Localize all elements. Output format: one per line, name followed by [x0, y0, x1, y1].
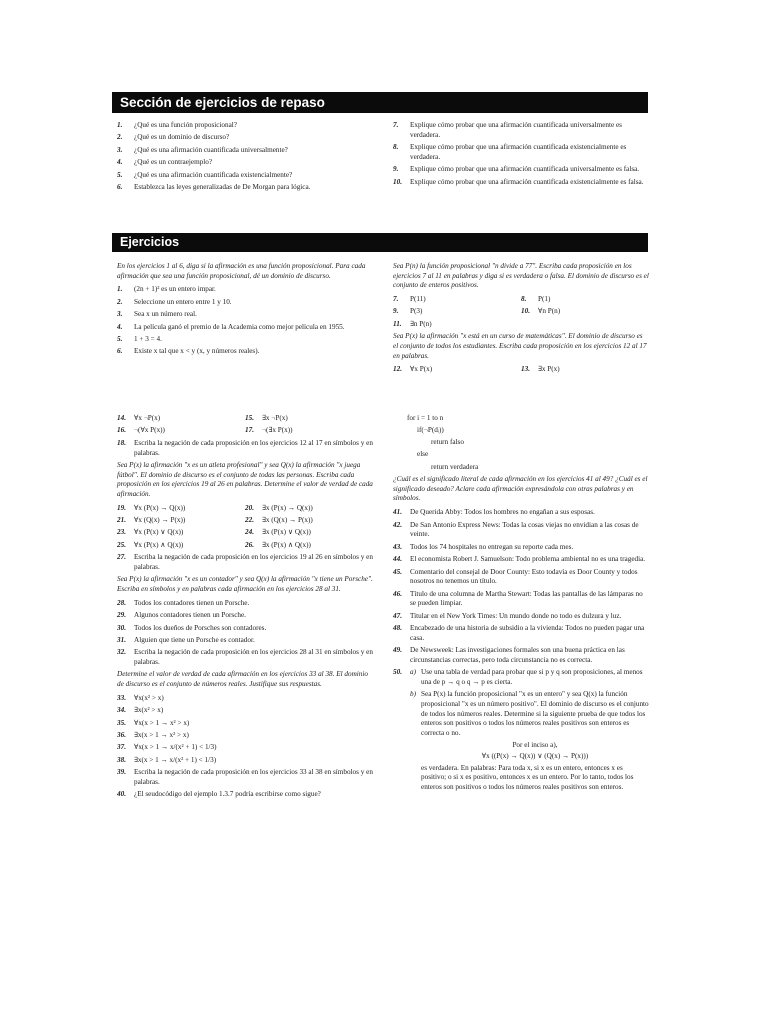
list-item: 48. Encabezado de una historia de subsidio a la vivienda: Todos no pueden pagar una casa. — [393, 624, 645, 642]
list-item: 42. De San Antonio Express News: Todas la cosas viejas no envidian a las cosas de veinte. — [393, 520, 639, 539]
list-item: 19. ∀x (P(x) → Q(x)) 20. ∃x (P(x) → Q(x)) — [117, 503, 313, 512]
exercises-bottom-left — [117, 414, 373, 803]
list-item: 41. De Querida Abby: Todos los hombres no engañan a sus esposas. — [393, 508, 595, 517]
list-item: 2. Seleccione un entero entre 1 y 10. — [117, 297, 232, 306]
list-item: 28. Todos los contadores tienen un Porsche. — [117, 598, 250, 607]
list-item: 7. Explique cómo probar que una afirmación cuantificada universalmente es verdadera. — [393, 121, 622, 139]
list-item: 5. 1 + 3 = 4. — [117, 335, 162, 344]
code-line: return falso — [431, 438, 464, 447]
exercise-50: 50. a) Use una tabla de verdad para probar que si p y q son proposiciones, al menos una de p → q o q → p es cierta. b) Sea P(x) la función proposicional "x es un entero" y sea Q(x) la función proposicional "x es un número positivo". El dominio de discurso es el conjunto de todos los números reales. Determine si la siguiente prueba de que todos los enteros son positivos o todos los números reales positivos son enteros es correcta o no. Por el inciso a), ∀x ((P(x) → Q(x)) ∨ (Q(x) → P(x))) es verdadera. En palabras: Para toda x, si x es un entero, entonces x es positivo; o si x es positivo, entonces x es un entero. Por lo tanto, todos los enteros son positivos o todos los números reales positivos son enteros. — [393, 668, 649, 792]
list-item: 29. Algunos contadores tienen un Porsche. — [117, 611, 246, 620]
list-item: 18. Escriba la negación de cada proposición en los ejercicios 12 al 17 en símbolos y en palabras. — [117, 438, 373, 457]
list-item: 11. ∃n P(n) — [393, 319, 432, 328]
exercises-top-right — [393, 262, 649, 378]
list-item: 39. Escriba la negación de cada proposición en los ejercicios 33 al 38 en símbolos y en palabras. — [117, 768, 373, 786]
list-item: 1. (2n + 1)² es un entero impar. — [117, 285, 216, 294]
list-item: 4. La película ganó el premio de la Academia como mejor película en 1955. — [117, 322, 345, 331]
list-item: 45. Comentario del consejal de Door County: Esto todavía es Door County y todos nosotros no tenemos un título. — [393, 567, 638, 586]
list-item: 23. ∀x (P(x) ∨ Q(x)) 24. ∃x (P(x) ∨ Q(x)) — [117, 528, 311, 537]
code-line: return verdadera — [431, 462, 479, 471]
review-section-header: Sección de ejercicios de repaso — [112, 92, 648, 113]
instructions-text: En los ejercicios 1 al 6, diga si la afirmación es una función proposicional. Para cada afirmación que sea una función proposicional, dé un dominio de discurso. — [117, 262, 366, 280]
math-label: Por el inciso a), — [512, 740, 558, 749]
list-item: 37. ∀x(x > 1 → x/(x² + 1) < 1/3) — [117, 743, 217, 752]
list-item: 2. ¿Qué es un dominio de discurso? — [117, 133, 230, 142]
instructions-text: Sea P(x) la afirmación "x es un atleta profesional" y sea Q(x) la afirmación "x juega fútbol". El dominio de discurso es el conjunto de todas las personas. Escriba cada proposición en los ejercicios 19 al 26 en palabras. Determine el valor de verdad de cada afirmación. — [117, 460, 373, 498]
list-item: 1. ¿Qué es una función proposicional? — [117, 121, 237, 129]
instructions-text: Sea P(n) la función proposicional "n divide a 77". Escriba cada proposición en los ejercicios 7 al 11 en palabras y diga si es verdadera o falsa. El dominio de discurso es el conjunto de enteros positivos. — [393, 262, 649, 290]
review-left-column — [117, 121, 373, 196]
list-item: 49. De Newsweek: Las investigaciones formales son una buena práctica en las circunstancias correctas, pero toda circunstancia no es correcta. — [393, 646, 625, 664]
list-item: 47. Titular en el New York Times: Un mundo donde no todo es dulzura y luz. — [393, 611, 622, 620]
list-item: 25. ∀x (P(x) ∧ Q(x)) 26. ∃x (P(x) ∧ Q(x)) — [117, 540, 311, 549]
pseudocode-block — [407, 414, 649, 472]
list-item: 46. Título de una columna de Martha Stewart: Todas las pantallas de las lámparas no se pueden limpiar. — [393, 589, 643, 608]
list-item: 6. Existe x tal que x < y (x, y números reales). — [117, 347, 260, 356]
code-line: for i = 1 to n — [407, 414, 444, 422]
list-item: 38. ∃x(x > 1 → x/(x² + 1) < 1/3) — [117, 755, 217, 764]
instructions-text: ¿Cuál es el significado literal de cada afirmación en los ejercicios 41 al 49? ¿Cuál es el significado deseado? Aclare cada afirmación expresándola con otras palabras y en símbolos. — [393, 475, 648, 503]
exercises-bottom-right — [393, 414, 649, 798]
list-item: 35. ∀x(x > 1 → x² > x) — [117, 718, 190, 727]
math-formula: ∀x ((P(x) → Q(x)) ∨ (Q(x) → P(x))) — [481, 752, 589, 761]
list-item: 33. ∀x(x² > x) — [117, 693, 164, 702]
code-line: else — [417, 450, 429, 459]
instructions-text: Determine el valor de verdad de cada afirmación en los ejercicios 33 al 38. El dominio de discurso es el conjunto de números reales. Justifique sus respuestas. — [117, 670, 368, 689]
instructions-text: Sea P(x) la afirmación "x está en un curso de matemáticas". El dominio de discurso es el conjunto de todos los estudiantes. Escriba cada proposición en los ejercicios 12 al 17 en palabras. — [393, 332, 647, 360]
list-item: 16. ¬(∀x P(x)) 17. ¬(∃x P(x)) — [117, 426, 293, 435]
list-item: 7. P(11) 8. P(1) — [393, 294, 551, 303]
list-item: 9. Explique cómo probar que una afirmación cuantificada universalmente es falsa. — [393, 165, 640, 174]
list-item: 30. Todos los dueños de Porsches son contadores. — [117, 623, 267, 632]
review-right-column — [393, 121, 649, 190]
list-item: 36. ∃x(x > 1 → x² > x) — [117, 731, 189, 740]
list-item: 27. Escriba la negación de cada proposición en los ejercicios 19 al 26 en símbolos y en palabras. — [117, 553, 373, 571]
list-item: 40. ¿El seudocódigo del ejemplo 1.3.7 podría escribirse como sigue? — [117, 790, 321, 799]
list-item: 3. ¿Qué es una afirmación cuantificada universalmente? — [117, 145, 288, 154]
list-item: 10. Explique cómo probar que una afirmación cuantificada existencialmente es falsa. — [393, 177, 644, 186]
list-item: 14. ∀x ¬P(x) 15. ∃x ¬P(x) — [117, 414, 288, 422]
list-item: 5. ¿Qué es una afirmación cuantificada existencialmente? — [117, 170, 293, 179]
list-item: 44. El economista Robert J. Samuelson: Todo problema ambiental no es una tragedia. — [393, 555, 646, 564]
list-item: 21. ∀x (Q(x) → P(x)) 22. ∃x (Q(x) → P(x)) — [117, 515, 313, 524]
list-item: 9. P(3) 10. ∀n P(n) — [393, 307, 561, 316]
exercises-top-left — [117, 262, 373, 360]
list-item: 31. Alguien que tiene un Porsche es contador. — [117, 635, 255, 644]
list-item: 32. Escriba la negación de cada proposición en los ejercicios 28 al 31 en símbolos y en palabras. — [117, 648, 373, 667]
code-line: if(¬P(dᵢ)) — [417, 426, 444, 435]
list-item: 4. ¿Qué es un contraejemplo? — [117, 158, 213, 167]
list-item: 8. Explique cómo probar que una afirmación cuantificada existencialmente es verdadera. — [393, 143, 627, 161]
list-item: 6. Establezca las leyes generalizadas de De Morgan para lógica. — [117, 183, 311, 192]
instructions-text: Sea P(x) la afirmación "x es un contador" y sea Q(x) la afirmación "x tiene un Porsche". Escriba en símbolos y en palabras cada afirmación en los ejercicios 28 al 31. — [117, 575, 373, 593]
list-item: 34. ∃x(x² > x) — [117, 706, 164, 715]
list-item: 12. ∀x P(x) 13. ∃x P(x) — [393, 365, 560, 374]
list-item: 43. Todos los 74 hospitales no entregan su reporte cada mes. — [393, 542, 574, 551]
list-item: 3. Sea x un número real. — [117, 310, 197, 319]
exercises-section-header: Ejercicios — [112, 233, 648, 252]
